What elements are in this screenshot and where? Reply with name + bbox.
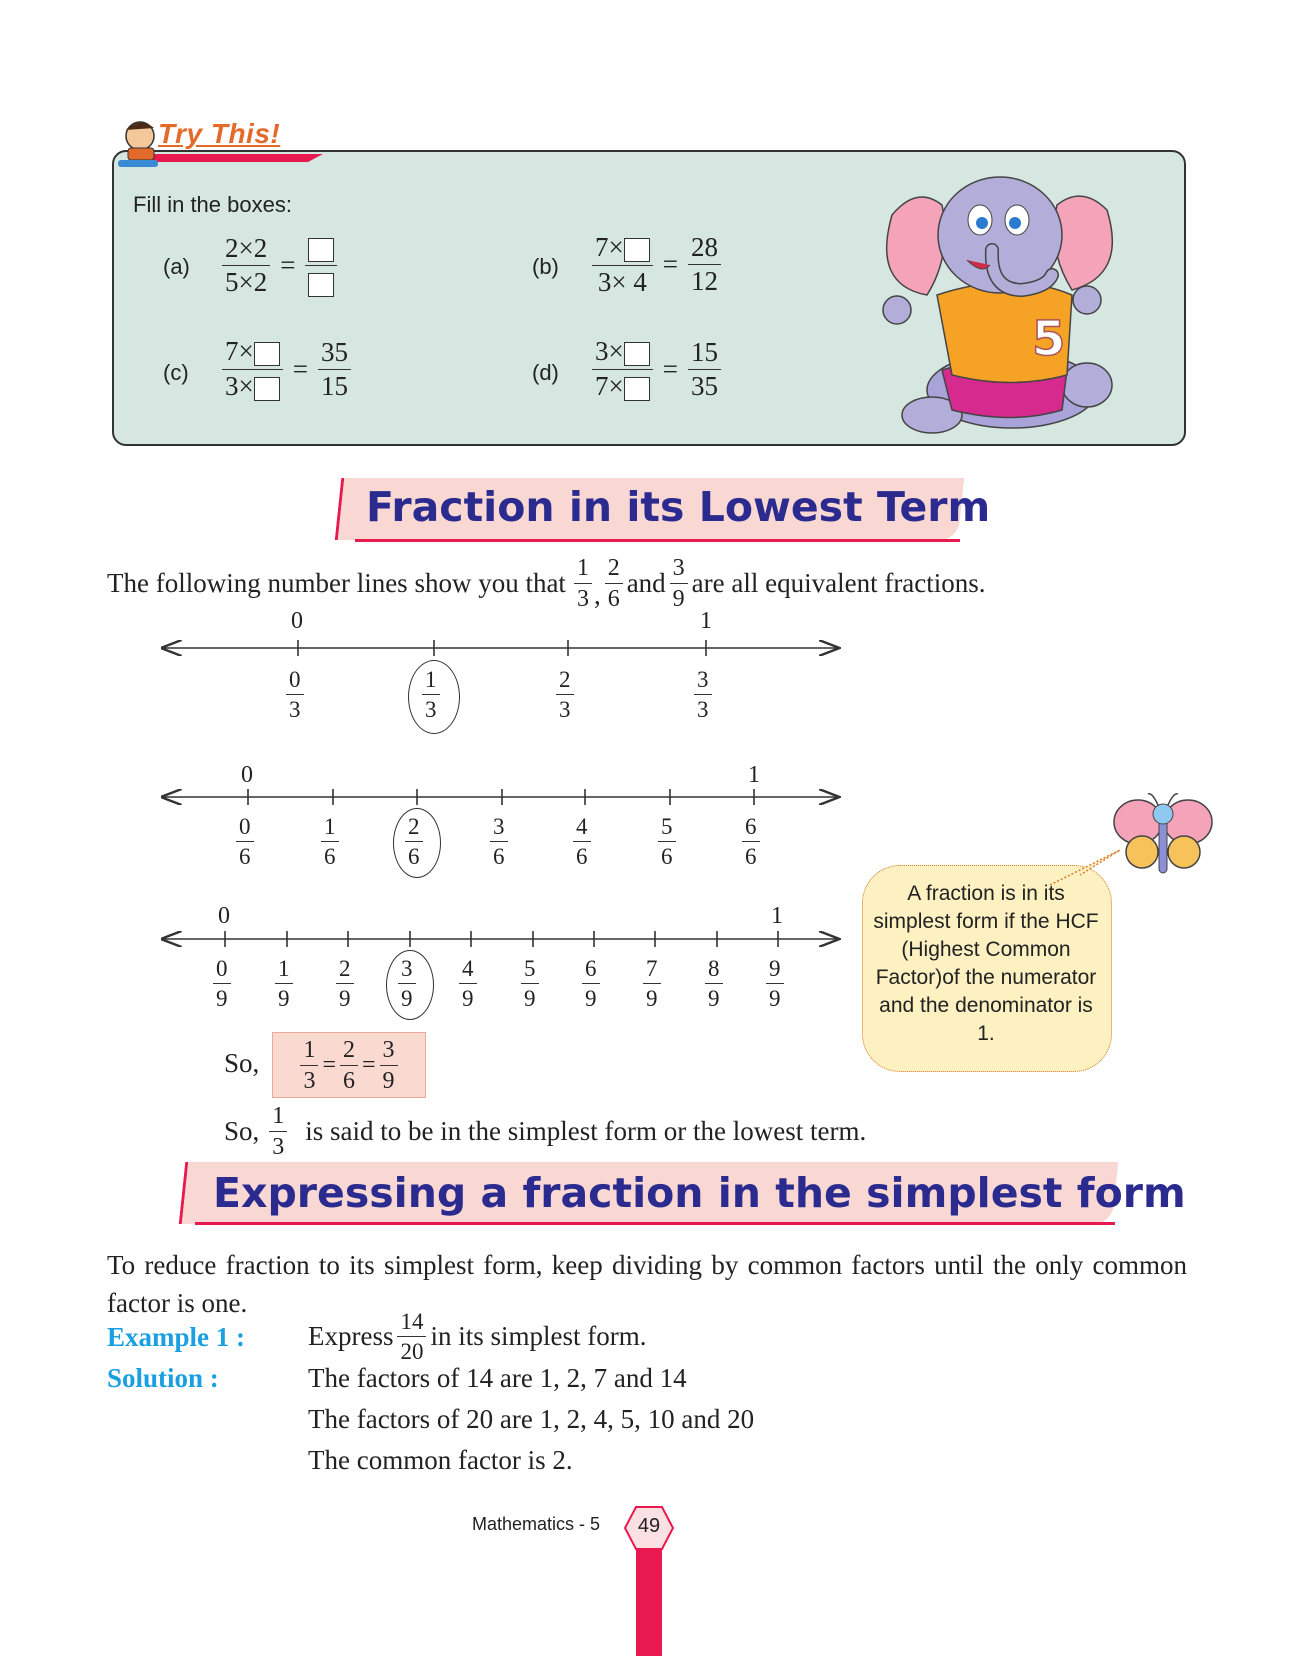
circled-fraction: [408, 660, 460, 734]
solution-line-2: The factors of 20 are 1, 2, 4, 5, 10 and 20: [308, 1404, 755, 1434]
number-line-ninths: [164, 931, 838, 947]
line3-label: $\frac{2}{9}$: [336, 957, 354, 1010]
callout-text: A fraction is in its simplest form if the HCF (Highest Common Factor)of the numerator and the denominator is 1.: [873, 882, 1099, 1045]
item-d-label: (d): [532, 360, 559, 385]
line3-label: $\frac{7}{9}$: [643, 957, 661, 1010]
solution-label: Solution :: [107, 1363, 219, 1393]
line1-label: $\frac{2}{3}$: [556, 668, 574, 721]
item-b-label: (b): [532, 254, 559, 279]
line1-zero: 0: [291, 608, 303, 634]
line1-label: $\frac{0}{3}$: [286, 668, 304, 721]
item-a-expression: $\frac{2\times 2}{5\times 2}$ =: [222, 234, 337, 297]
line1-label: $\frac{1}{3}$: [422, 668, 440, 721]
line2-zero: 0: [241, 762, 253, 788]
try-this-label: Try This!: [158, 118, 281, 149]
example-text: Express $\frac{14}{20}$ in its simplest form.: [308, 1309, 647, 1364]
number-line-sixths: [164, 789, 838, 805]
section1-title: Fraction in its Lowest Term: [366, 483, 991, 531]
page-number: 49: [637, 1515, 661, 1537]
solution-line-3: The common factor is 2.: [308, 1445, 573, 1475]
section1-intro: The following number lines show you that $\frac{1}{3}$ , $\frac{2}{6}$ and $\frac{3}{9}$ are all equivalent fractions.: [107, 555, 986, 612]
line1-label: $\frac{3}{3}$: [694, 668, 712, 721]
line1-one: 1: [700, 608, 712, 634]
section2-paragraph: To reduce fraction to its simplest form, keep dividing by common factors until the only common factor is one.: [107, 1250, 1187, 1318]
simplest-statement: So, $\frac{1}{3}$ is said to be in the simplest form or the lowest term.: [224, 1103, 867, 1160]
solution-line-1: The factors of 14 are 1, 2, 7 and 14: [308, 1363, 687, 1393]
footer-page-strip: [636, 1545, 662, 1656]
circled-fraction: [386, 950, 434, 1020]
item-a-num: 2×2: [222, 235, 270, 266]
mascot-number: 5: [1032, 311, 1066, 367]
line3-label: $\frac{6}{9}$: [582, 957, 600, 1010]
line3-label: $\frac{0}{9}$: [213, 957, 231, 1010]
section2-title: Expressing a fraction in the simplest form: [213, 1169, 1186, 1217]
instruction: Fill in the boxes:: [133, 192, 292, 217]
item-b-expression: $\frac{7\times}{3\times 4}$ = $\frac{28}{12}$: [592, 234, 721, 296]
footer-book-title: Mathematics - 5: [472, 1514, 601, 1534]
line2-one: 1: [748, 762, 760, 788]
section2-banner-line: [195, 1222, 1115, 1225]
line3-label: $\frac{3}{9}$: [398, 957, 416, 1010]
item-d-expression: $\frac{3\times}{7\times}$ = $\frac{15}{35}$: [592, 338, 721, 401]
item-c-label: (c): [163, 360, 189, 385]
item-b-den: 3× 4: [597, 266, 647, 297]
line3-one: 1: [771, 903, 783, 929]
line2-label: $\frac{3}{6}$: [490, 815, 508, 868]
line2-label: $\frac{2}{6}$: [405, 815, 423, 868]
line3-label: $\frac{4}{9}$: [459, 957, 477, 1010]
line2-label: $\frac{1}{6}$: [321, 815, 339, 868]
item-a-label: (a): [163, 254, 190, 279]
line2-label: $\frac{4}{6}$: [573, 815, 591, 868]
line2-label: $\frac{6}{6}$: [742, 815, 760, 868]
example-label: Example 1 :: [107, 1322, 245, 1352]
line2-label: $\frac{5}{6}$: [658, 815, 676, 868]
line3-zero: 0: [218, 903, 230, 929]
line3-label: $\frac{1}{9}$: [275, 957, 293, 1010]
line2-label: $\frac{0}{6}$: [236, 815, 254, 868]
circled-fraction: [393, 808, 441, 878]
line3-label: $\frac{8}{9}$: [705, 957, 723, 1010]
item-b-num: 7×: [595, 232, 624, 262]
item-c-expression: $\frac{7\times}{3\times}$ = $\frac{35}{15}$: [222, 338, 351, 401]
line3-label: $\frac{9}{9}$: [766, 957, 784, 1010]
line3-label: $\frac{5}{9}$: [521, 957, 539, 1010]
so-label: So,: [224, 1048, 260, 1078]
item-a-den: 5×2: [225, 266, 268, 297]
equality-box: $\frac{1}{3}$ = $\frac{2}{6}$ = $\frac{3}{9}$: [272, 1032, 426, 1098]
number-line-thirds: [164, 640, 838, 656]
